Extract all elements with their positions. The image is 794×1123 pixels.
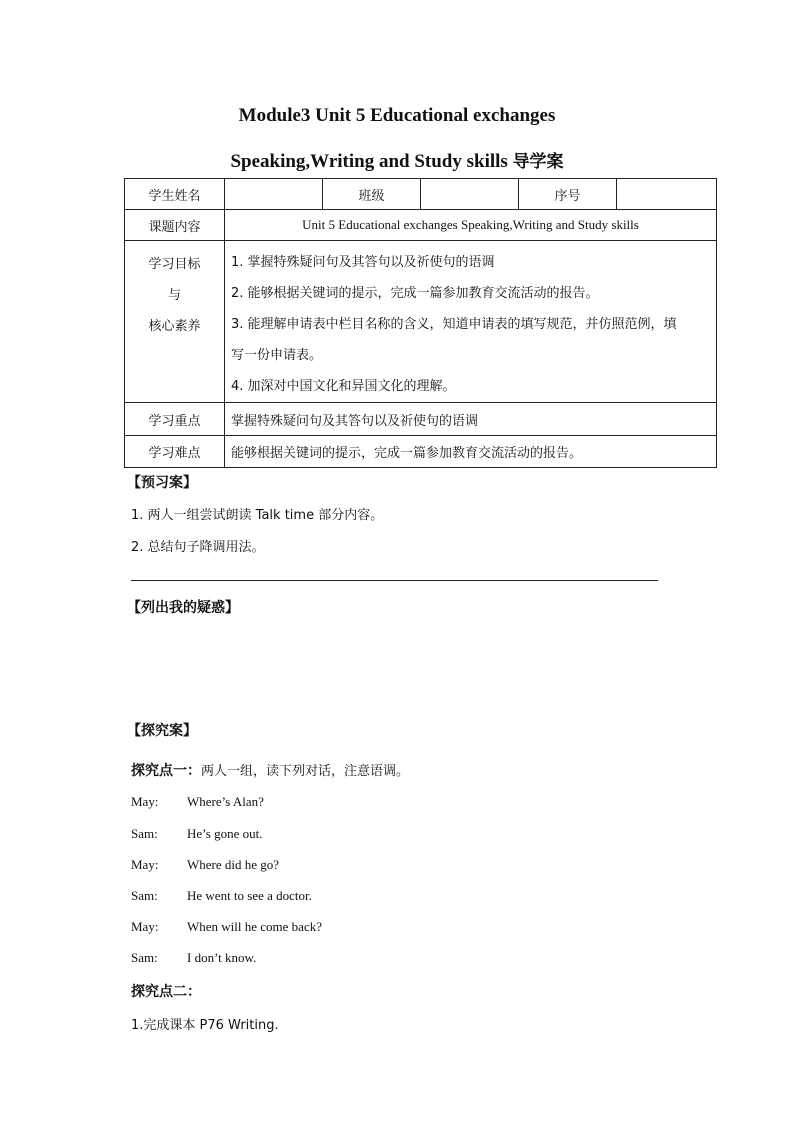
dialogue-line (131, 888, 312, 904)
explore-point2-label: 探究点二： (131, 984, 201, 1000)
page-title: Module3 Unit 5 Educational exchanges (238, 105, 556, 126)
line-text: I don’t know. (187, 950, 257, 965)
dialogue-line (131, 826, 262, 842)
line-text: When will he come back? (187, 919, 322, 934)
speaker: Sam: (131, 950, 158, 965)
dialogue-line (131, 857, 279, 873)
goals-label-1: 学习目标 (148, 257, 201, 272)
dialogue-line (131, 950, 256, 966)
goal-item: 1. 掌握特殊疑问句及其答句以及祈使句的语调 (231, 255, 495, 270)
explore-point2-item: 1.完成课本 P76 Writing. (131, 1018, 279, 1033)
topic-value: Unit 5 Educational exchanges Speaking,Writing and Study skills (225, 210, 717, 241)
page-subtitle (0, 147, 794, 173)
table-row (125, 179, 717, 210)
table-row (125, 403, 717, 436)
speaker: Sam: (131, 888, 158, 903)
speaker: Sam: (131, 826, 158, 841)
line-text: He went to see a doctor. (187, 888, 312, 903)
line-text: Where’s Alan? (187, 794, 264, 809)
preview-item: 1. 两人一组尝试朗读 Talk time 部分内容。 (131, 508, 384, 523)
table-row (125, 241, 717, 403)
preview-heading: 【预习案】 (127, 475, 197, 491)
table-row (125, 210, 717, 241)
doubts-heading: 【列出我的疑惑】 (127, 600, 239, 616)
preview-item: 2. 总结句子降调用法。 (131, 540, 265, 555)
subtitle-chinese: 导学案 (512, 152, 564, 172)
point1-text: 两人一组，读下列对话，注意语调。 (201, 764, 410, 779)
goal-item: 写一份申请表。 (231, 348, 323, 363)
seat-label: 序号 (519, 179, 617, 210)
student-name-label: 学生姓名 (125, 179, 225, 210)
key-point-value: 掌握特殊疑问句及其答句以及祈使句的语调 (225, 403, 717, 436)
goals-label-cell (125, 241, 225, 403)
key-point-label: 学习重点 (125, 403, 225, 436)
goal-item: 4. 加深对中国文化和异国文化的理解。 (231, 379, 456, 394)
info-table (124, 178, 717, 468)
speaker: May: (131, 919, 159, 934)
answer-line (131, 580, 658, 581)
speaker: May: (131, 794, 159, 809)
goals-cell (225, 241, 717, 403)
seat-field[interactable] (617, 179, 717, 210)
goal-item: 3. 能理解申请表中栏目名称的含义，知道申请表的填写规范，并仿照范例，填 (231, 317, 677, 332)
line-text: He’s gone out. (187, 826, 263, 841)
goals-label-2: 与 (167, 288, 181, 303)
subtitle-english: Speaking,Writing and Study skills (230, 151, 508, 172)
class-field[interactable] (421, 179, 519, 210)
explore-point1 (131, 760, 409, 780)
topic-label: 课题内容 (125, 210, 225, 241)
difficulty-value: 能够根据关键词的提示，完成一篇参加教育交流活动的报告。 (225, 436, 717, 468)
table-row (125, 436, 717, 468)
speaker: May: (131, 857, 159, 872)
difficulty-label: 学习难点 (125, 436, 225, 468)
point1-label: 探究点一： (131, 763, 201, 779)
dialogue-line (131, 794, 264, 810)
goals-label-3: 核心素养 (148, 319, 201, 334)
line-text: Where did he go? (187, 857, 280, 872)
goal-item: 2. 能够根据关键词的提示，完成一篇参加教育交流活动的报告。 (231, 286, 599, 301)
dialogue-line (131, 919, 322, 935)
explore-heading: 【探究案】 (127, 723, 197, 739)
class-label: 班级 (323, 179, 421, 210)
student-name-field[interactable] (225, 179, 323, 210)
